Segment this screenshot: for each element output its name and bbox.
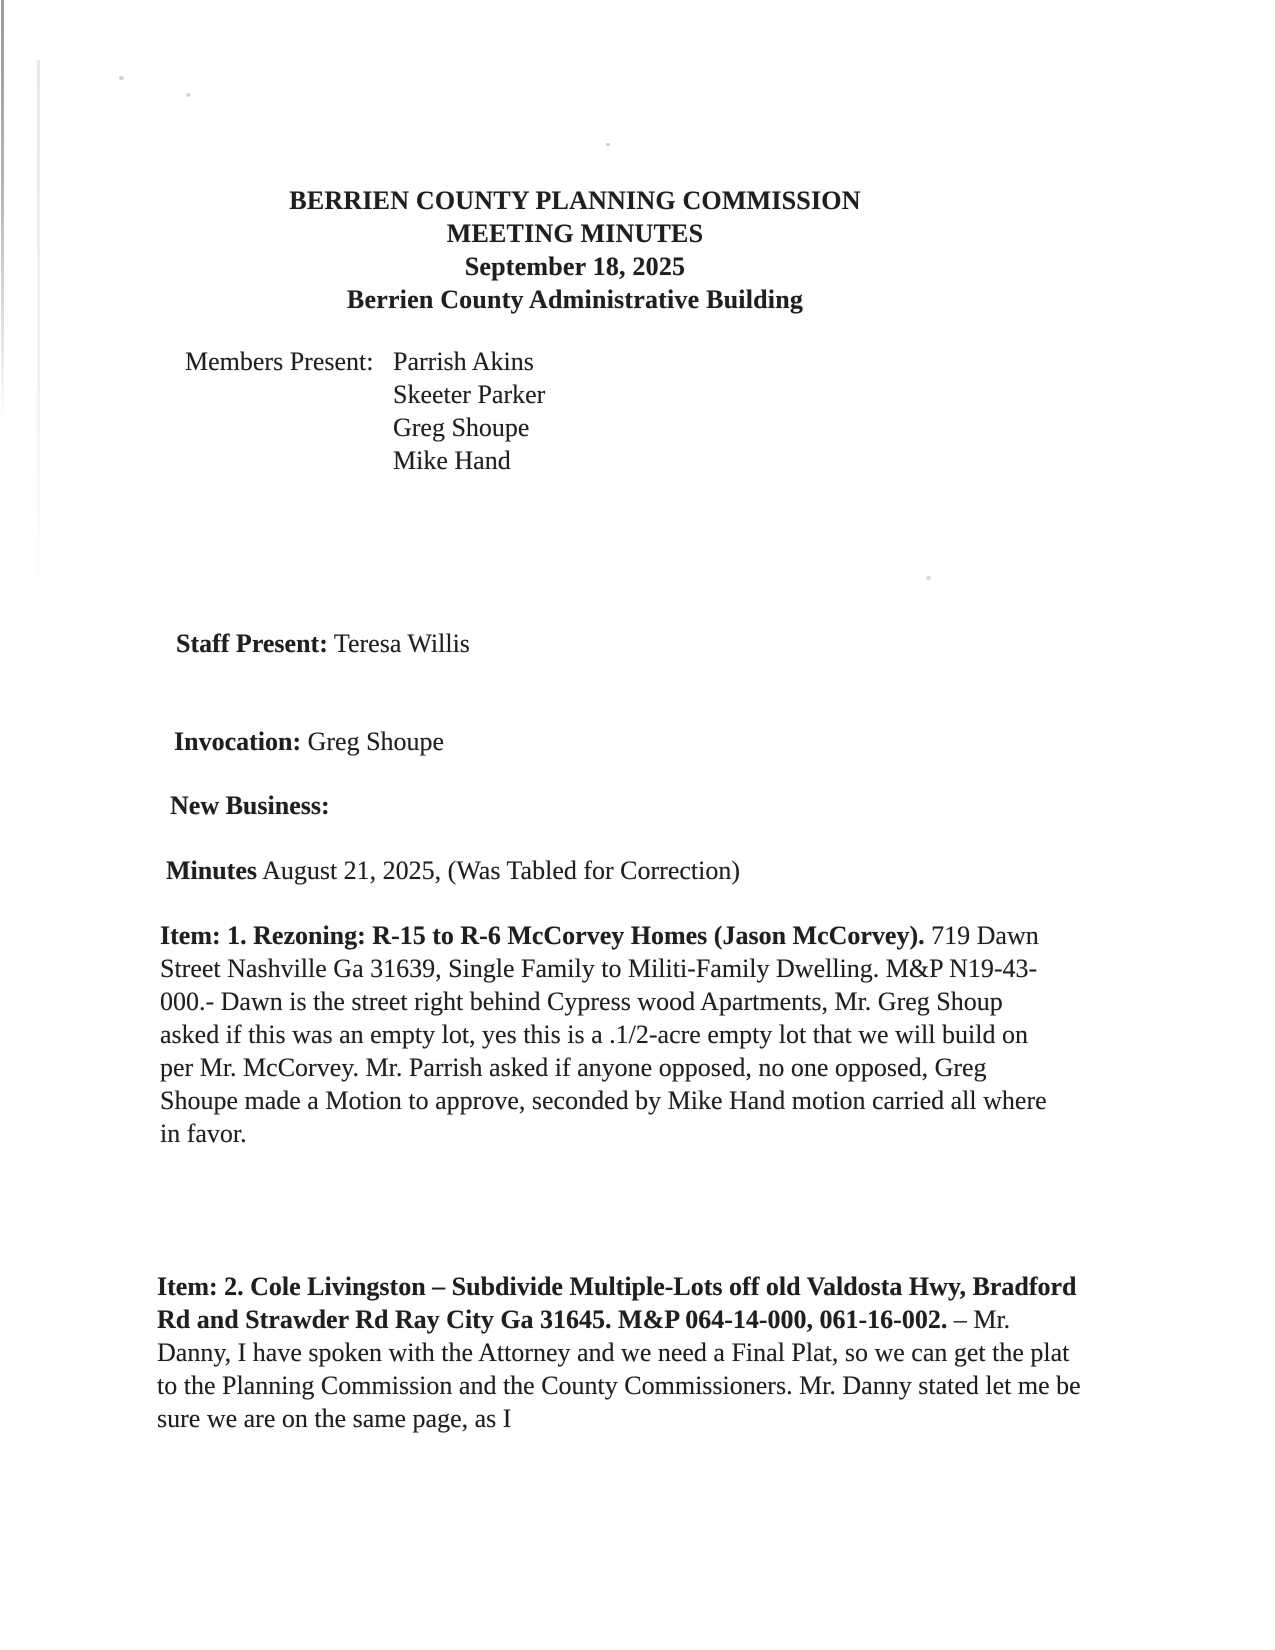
scan-speck [926, 576, 931, 580]
scan-speck [119, 76, 124, 80]
member-name: Parrish Akins [393, 347, 534, 376]
member-name: Skeeter Parker [393, 380, 546, 409]
doc-title-line-4: Berrien County Administrative Building [346, 285, 804, 314]
scan-artifact-line [1, 0, 4, 420]
agenda-item-2-body: – Mr. Danny, I have spoken with the Attorney and we need a Final Plat, so we can get the plat to the Planning Commission and the County Commissioners. Mr. Danny stated let me be sure we are on the same page, as I [157, 1305, 1081, 1433]
staff-present-label: Staff Present: [176, 629, 328, 658]
agenda-item-2-title: Item: 2. Cole Livingston – Subdivide Multiple-Lots off old Valdosta Hwy, Bradford Rd and Strawder Rd Ray City Ga 31645. M&P 064-14-000, 061-16-002. [157, 1272, 1077, 1334]
new-business-label: New Business: [170, 791, 330, 820]
invocation-value: Greg Shoupe [301, 727, 445, 756]
new-business-heading [170, 789, 330, 822]
scan-speck [186, 93, 191, 97]
member-name: Greg Shoupe [393, 413, 530, 442]
doc-title-line-3: September 18, 2025 [464, 252, 686, 281]
doc-title-line-1: BERRIEN COUNTY PLANNING COMMISSION [289, 186, 861, 215]
minutes-line [166, 854, 740, 887]
members-present-list [393, 345, 545, 477]
agenda-item-1 [160, 919, 1065, 1150]
minutes-label: Minutes [166, 856, 257, 885]
scan-artifact-line [37, 60, 40, 600]
agenda-item-1-body: 719 Dawn Street Nashville Ga 31639, Single Family to Militi-Family Dwelling. M&P N19-43-000.- Dawn is the street right behind Cypress wood Apartments, Mr. Greg Shoup asked if this was an empty lot, yes this is a .1/2-acre empty lot that we will build on per Mr. McCorvey. Mr. Parrish asked if anyone opposed, no one opposed, Greg Shoupe made a Motion to approve, seconded by Mike Hand motion carried all where in favor. [160, 921, 1047, 1148]
doc-title-line-2: MEETING MINUTES [446, 219, 704, 248]
invocation-label: Invocation: [174, 727, 302, 756]
agenda-item-2 [157, 1270, 1082, 1435]
member-name: Mike Hand [393, 446, 511, 475]
staff-present-value: Teresa Willis [327, 629, 470, 658]
invocation-line [174, 725, 444, 758]
document-header [165, 184, 985, 316]
minutes-value: August 21, 2025, (Was Tabled for Correction) [257, 856, 741, 885]
agenda-item-1-title: Item: 1. Rezoning: R-15 to R-6 McCorvey Homes (Jason McCorvey). [160, 921, 925, 950]
scan-speck [606, 143, 610, 146]
members-present-label: Members Present: [185, 347, 374, 376]
staff-present-line [176, 627, 470, 660]
